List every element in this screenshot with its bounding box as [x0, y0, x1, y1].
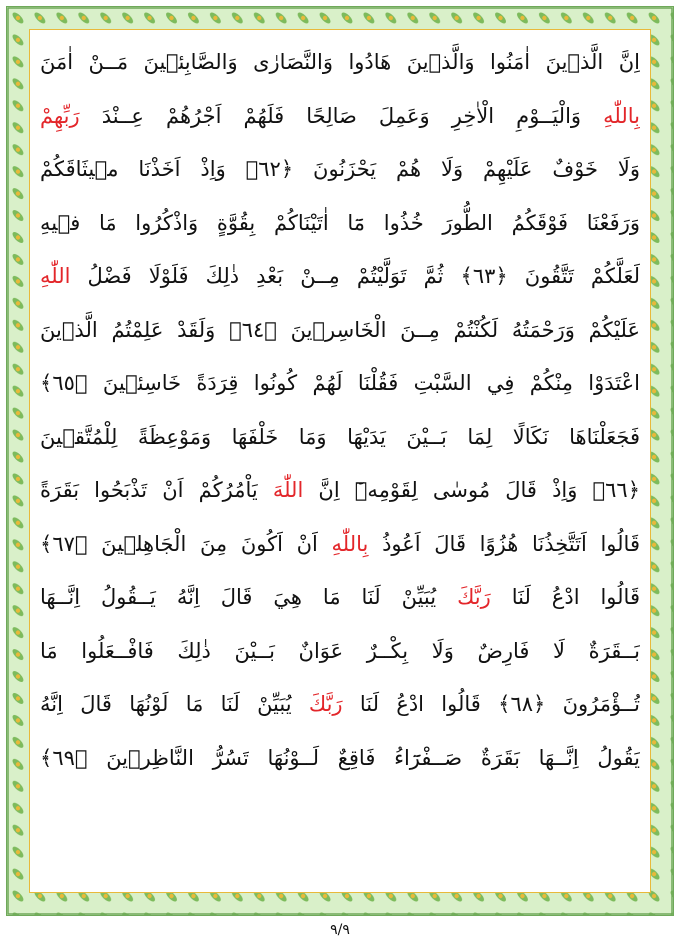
page-border-frame [6, 6, 674, 916]
text-segment: وَلَا خَوْفٌ عَلَيْهِمْ وَلَا هُمْ يَحْزَنُونَ ﴿٦٢﴾ وَاِذْ اَخَذْنَا مٖيثَاقَكُمْ [40, 157, 640, 181]
text-line [40, 90, 640, 144]
text-panel [29, 29, 651, 893]
text-line [40, 357, 640, 411]
text-line [40, 464, 640, 518]
divine-name-highlight: بِاللّٰهِ [331, 531, 369, 556]
text-line [40, 197, 640, 251]
text-segment: بَــقَرَةٌ لَا فَارِضٌ وَلَا بِكْــرٌ عَوَانٌ بَــيْنَ ذٰلِكَ فَافْــعَلُوا مَا [40, 638, 640, 663]
divine-name-highlight: رَبَّكَ [457, 585, 491, 609]
text-segment: قَالُوا اَتَتَّخِذُنَا هُزُوًا قَالَ اَعُوذُ [368, 531, 640, 556]
divine-name-highlight: رَبَّكَ [308, 692, 343, 716]
divine-name-highlight: اللّٰهِ [40, 264, 71, 288]
text-line [40, 518, 640, 572]
text-segment: فَجَعَلْنَاهَا نَكَالًا لِمَا بَــيْنَ يَدَيْهَا وَمَا خَلْفَهَا وَمَوْعِظَةً لِلْمُتَّقٖينَ [40, 424, 640, 449]
text-line [40, 625, 640, 679]
text-segment: يَاْمُرُكُمْ اَنْ تَذْبَحُوا بَقَرَةً [40, 478, 273, 502]
text-segment: وَرَفَعْنَا فَوْقَكُمُ الطُّورَ خُذُوا مَٓا اٰتَيْنَاكُمْ بِقُوَّةٍ وَاذْكُرُوا مَا فٖيهِ [40, 210, 640, 235]
text-line [40, 678, 640, 732]
text-segment: اعْتَدَوْا مِنْكُمْ فِي السَّبْتِ فَقُلْنَا لَهُمْ كُونُوا قِرَدَةً خَاسِئٖينَ ﴿٦٥﴾ [40, 371, 640, 395]
quran-text-block [40, 36, 640, 886]
page-number: ٩/٩ [330, 922, 350, 938]
text-segment: عَلَيْكُمْ وَرَحْمَتُهُ لَكُنْتُمْ مِــنَ الْخَاسِرٖينَ ﴿٦٤﴾ وَلَقَدْ عَلِمْتُمُ الَّذٖينَ [40, 317, 640, 342]
text-segment: تُــؤْمَرُونَ ﴿٦٨﴾ قَالُوا ادْعُ لَنَا [342, 692, 640, 716]
text-line [40, 304, 640, 358]
text-segment: لَعَلَّكُمْ تَتَّقُونَ ﴿٦٣﴾ ثُمَّ تَوَلَّيْتُمْ مِــنْ بَعْدِ ذٰلِكَ فَلَوْلَا فَضْلُ [70, 264, 640, 288]
text-segment: ﴿٦٦﴾ وَاِذْ قَالَ مُوسٰى لِقَوْمِهٖٓ اِنَّ [303, 478, 640, 502]
text-segment: اِنَّ الَّذٖينَ اٰمَنُوا وَالَّذٖينَ هَادُوا وَالنَّصَارٰى وَالصَّابِئٖينَ مَــنْ اٰمَنَ [40, 50, 640, 74]
text-segment: وَالْيَــوْمِ الْاٰخِرِ وَعَمِلَ صَالِحًا فَلَهُمْ اَجْرُهُمْ عِــنْدَ [79, 103, 604, 128]
text-line [40, 36, 640, 90]
text-line [40, 250, 640, 304]
text-segment: يَقُولُ اِنَّــهَا بَقَرَةٌ صَــفْرَٓاءُ فَاقِعٌ لَــوْنُهَا تَسُرُّ النَّاظِرٖينَ ﴿٦٩﴾ [40, 745, 640, 770]
text-line [40, 411, 640, 465]
divine-name-highlight: بِاللّٰهِ [603, 103, 640, 128]
text-line [40, 571, 640, 625]
text-line [40, 143, 640, 197]
text-segment: يُبَيِّنْ لَنَا مَا هِيَ قَالَ اِنَّهُ يَــقُولُ اِنَّــهَا [40, 585, 458, 609]
text-segment: قَالُوا ادْعُ لَنَا [490, 585, 640, 609]
divine-name-highlight: رَبِّهِمْ [40, 103, 80, 128]
divine-name-highlight: اللّٰهَ [272, 478, 304, 502]
text-line [40, 732, 640, 786]
text-segment: اَنْ اَكُونَ مِنَ الْجَاهِلٖينَ ﴿٦٧﴾ [40, 531, 332, 556]
text-segment: يُبَيِّنْ لَنَا مَا لَوْنُهَا قَالَ اِنَّهُ [40, 692, 309, 716]
